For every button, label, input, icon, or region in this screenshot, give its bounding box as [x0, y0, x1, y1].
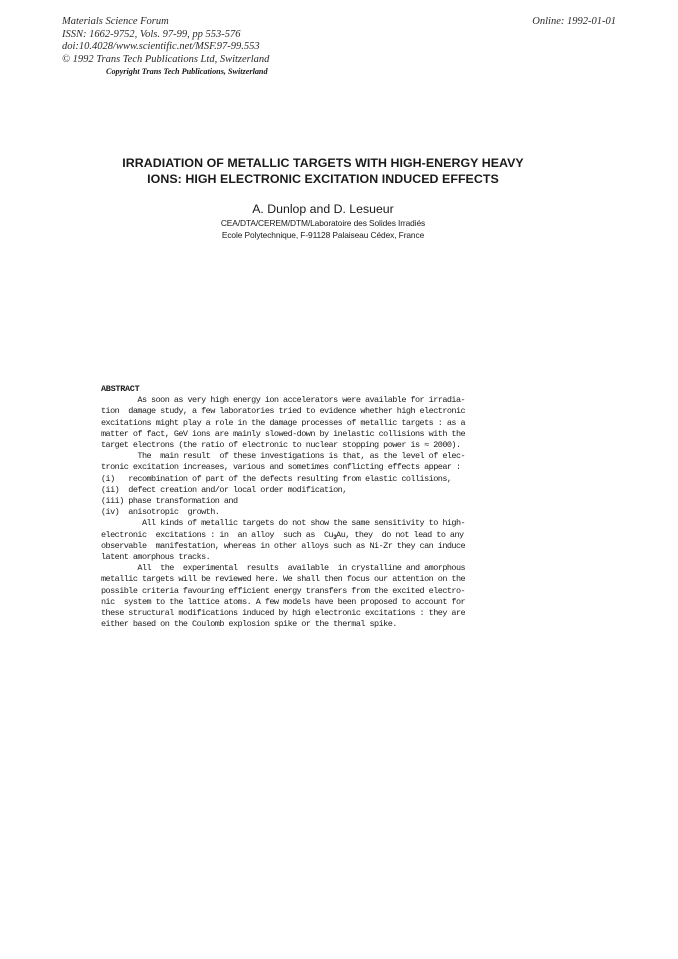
abstract-line: matter of fact, GeV ions are mainly slowed-down by inelastic collisions with the — [101, 428, 466, 439]
abstract-line: tion damage study, a few laboratories tried to evidence whether high electronic — [101, 406, 466, 417]
abstract-line: (ii) defect creation and/or local order modification, — [101, 484, 347, 495]
abstract-line: these structural modifications induced by high electronic excitations : they are — [101, 608, 466, 619]
journal-name: Materials Science Forum — [62, 16, 169, 27]
abstract-line: tronic excitation increases, various and sometimes conflicting effects appear : — [101, 462, 461, 473]
abstract-line: As soon as very high energy ion accelerators were available for irradia- — [101, 395, 466, 406]
authors: A. Dunlop and D. Lesueur — [252, 202, 394, 216]
copyright-banner: Copyright Trans Tech Publications, Switzerland — [106, 67, 268, 76]
abstract-line: nic system to the lattice atoms. A few models have been proposed to account for — [101, 596, 466, 607]
abstract-line: excitations might play a role in the damage processes of metallic targets : as a — [101, 417, 466, 428]
abstract-line: metallic targets will be reviewed here. We shall then focus our attention on the — [101, 574, 466, 585]
abstract-line: observable manifestation, whereas in other alloys such as Ni-Zr they can induce — [101, 540, 466, 551]
abstract-line: All kinds of metallic targets do not show the same sensitivity to high- — [101, 518, 466, 529]
abstract-body-part-2 — [101, 541, 543, 631]
affiliation-line-2: Ecole Polytechnique, F-91128 Palaiseau Cédex, France — [221, 229, 425, 240]
alloy-line-end: Au, they do not lead to any — [336, 529, 464, 540]
abstract-line: All the experimental results available in crystalline and amorphous — [101, 563, 466, 574]
abstract-line: (iv) anisotropic growth. — [101, 507, 220, 518]
abstract — [101, 384, 543, 630]
title-line-2: IONS: HIGH ELECTRONIC EXCITATION INDUCED EFFECTS — [147, 172, 499, 186]
abstract-line: either based on the Coulomb explosion spike or the thermal spike. — [101, 619, 397, 630]
affiliation-line-1: CEA/DTA/CEREM/DTM/Laboratoire des Solides Irradiés — [220, 218, 426, 228]
abstract-heading: ABSTRACT — [101, 384, 140, 394]
doi-line[interactable]: doi:10.4028/www.scientific.net/MSF.97-99.553 — [62, 41, 260, 53]
abstract-line: possible criteria favouring efficient energy transfers from the excited electro- — [101, 585, 466, 596]
alloy-subscript: 3 — [333, 533, 337, 541]
abstract-line-alloy — [101, 530, 543, 541]
abstract-line: The main result of these investigations is that, as the level of elec- — [101, 451, 466, 462]
affiliation — [100, 218, 546, 241]
abstract-line: latent amorphous tracks. — [101, 552, 211, 563]
abstract-line: (iii) phase transformation and — [101, 496, 238, 507]
alloy-line-start: electronic excitations : in an alloy such as Cu — [101, 529, 334, 540]
abstract-line: (i) recombination of part of the defects resulting from elastic collisions, — [101, 473, 452, 484]
paper-title — [100, 155, 546, 187]
issn-line: ISSN: 1662-9752, Vols. 97-99, pp 553-576 — [62, 28, 241, 40]
abstract-line: target electrons (the ratio of electronic to nuclear stopping power is ≈ 2000). — [101, 440, 461, 451]
copyright-line: © 1992 Trans Tech Publications Ltd, Switzerland — [62, 53, 270, 65]
online-date: Online: 1992-01-01 — [532, 16, 616, 27]
abstract-body-part-1 — [101, 395, 543, 529]
publication-metadata — [62, 16, 269, 66]
title-line-1: IRRADIATION OF METALLIC TARGETS WITH HIGH-ENERGY HEAVY — [122, 156, 524, 170]
